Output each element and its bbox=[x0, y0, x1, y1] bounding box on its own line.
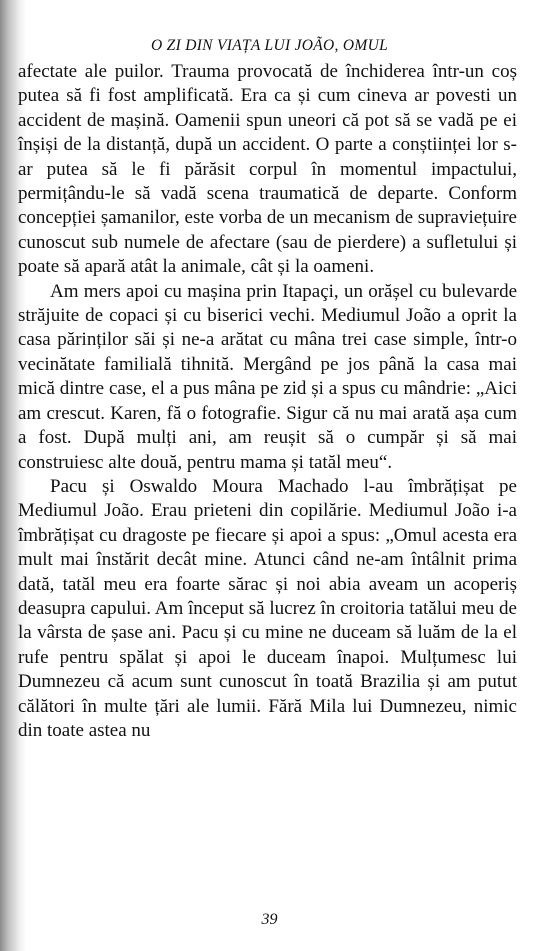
paragraph-3: Pacu și Oswaldo Moura Machado l-au îmbrățișat pe Mediumul João. Erau prieteni din copilărie. Mediumul João i-a îmbrățișat cu dragoste pe fiecare și apoi a spus: „Omul acesta era mult mai înstărit decât mine. Atunci când ne-am întâlnit prima dată, tatăl meu era foarte sărac și noi abia aveam un acoperiș deasupra capului. Am început să lucrez în croitoria tatălui meu de la vârsta de șase ani. Pacu și cu mine ne duceam să luăm de la el rufe pentru spălat și apoi le duceam înapoi. Mulțumesc lui Dumnezeu că acum sunt cunoscut în toată Brazilia și am putut călători în multe țări ale lumii. Fără Mila lui Dumnezeu, nimic din toate astea nu bbox=[18, 475, 517, 741]
paragraph-1: afectate ale puilor. Trauma provocată de închiderea într-un coș putea să fi fost amplificată. Era ca și cum cineva ar povesti un accident de mașină. Oamenii spun uneori că pot să se vadă pe ei înșiși de la distanță, după un accident. O parte a conștiinței lor s-ar putea să le fi părăsit corpul în momentul impactului, permițându-le să vadă scena traumatică de departe. Conform concepției șamanilor, este vorba de un mecanism de supraviețuire cunoscut sub numele de afectare (sau de pierdere) a sufletului și poate să apară atât la animale, cât și la oameni. bbox=[18, 61, 517, 278]
page-number: 39 bbox=[261, 911, 278, 928]
running-head: O ZI DIN VIAȚA LUI JOÃO, OMUL bbox=[150, 37, 389, 54]
page-body bbox=[18, 60, 517, 743]
paragraph-2: Am mers apoi cu mașina prin Itapaçi, un orășel cu bulevarde străjuite de copaci și cu biserici vechi. Mediumul João a oprit la casa părinților săi și ne-a arătat cu mâna trei case simple, într-o vecinătate familială tihnită. Mergând pe jos până la casa mai mică dintre case, el a pus mâna pe zid și a spus cu mândrie: „Aici am crescut. Karen, fă o fotografie. Sigur că nu mai arată așa cum a fost. După mulți ani, am reușit să o cumpăr și să mai construiesc alte două, pentru mama și tatăl meu“. bbox=[18, 280, 517, 473]
